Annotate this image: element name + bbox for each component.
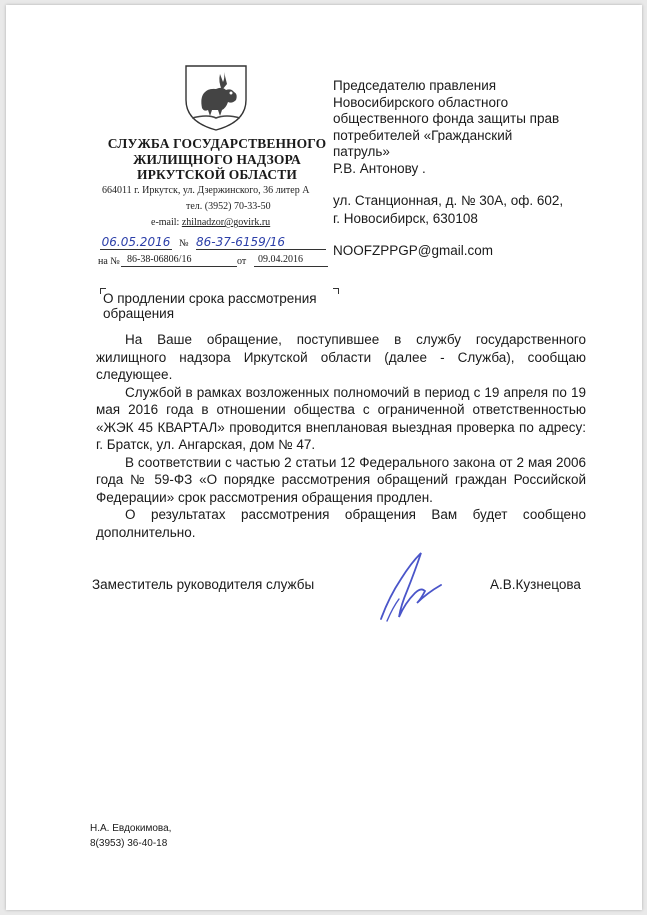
sender-address: 664011 г. Иркутск, ул. Дзержинского, 36 литер А [102, 185, 310, 196]
executor-name: Н.А. Евдокимова, [90, 823, 172, 834]
recipient-line: Р.В. Антонову . [333, 160, 426, 176]
body-paragraph: Службой в рамках возложенных полномочий в период с 19 апреля по 19 мая 2016 года в отношении общества с ограниченной ответственностью «ЖЭК 45 КВАРТАЛ» проводится внеплановая выездная проверка по адресу: г. Братск, ул. Ангарская, дом № 47. [96, 384, 586, 452]
org-name-line: ЖИЛИЩНОГО НАДЗОРА [133, 151, 301, 167]
sender-email[interactable]: zhilnadzor@govirk.ru [181, 217, 271, 228]
outgoing-date: 06.05.2016 [101, 235, 171, 249]
body-paragraph: В соответствии с частью 2 статьи 12 Федерального закона от 2 мая 2006 года № 59-ФЗ «О порядке рассмотрения обращений граждан Российской Федерации» срок рассмотрения обращения продлен. [96, 454, 586, 505]
letter-subject [103, 291, 348, 321]
subject-bracket-right [333, 288, 339, 294]
handwritten-signature [371, 547, 451, 625]
executor-info [90, 821, 171, 851]
recipient-line: Новосибирского областного [333, 94, 509, 110]
signer-position: Заместитель руководителя службы [92, 577, 315, 592]
recipient-line: патруль» [333, 144, 390, 159]
recipient-line: общественного фонда защиты прав [333, 111, 560, 126]
recipient-block [333, 78, 633, 177]
recipient-line: потребителей «Гражданский [333, 127, 513, 143]
subject-line: О продлении срока рассмотрения [103, 291, 317, 306]
in-reply-date: 09.04.2016 [254, 254, 328, 267]
recipient-email[interactable]: NOOFZPPGP@gmail.com [333, 243, 493, 258]
outgoing-number: 86-37-6159/16 [196, 235, 326, 250]
body-paragraph: О результатах рассмотрения обращения Вам будет сообщено дополнительно. [96, 507, 586, 540]
recipient-line: Председателю правления [333, 78, 497, 93]
in-reply-number: 86-38-06806/16 [121, 254, 237, 267]
org-name-line: ИРКУТСКОЙ ОБЛАСТИ [137, 167, 297, 182]
number-label: № [179, 238, 189, 249]
sender-phone: тел. (3952) 70-33-50 [186, 201, 271, 212]
from-label: от [237, 256, 247, 267]
recipient-address-line: ул. Станционная, д. № 30А, оф. 602, [333, 193, 564, 208]
recipient-address-line: г. Новосибирск, 630108 [333, 211, 478, 226]
sender-email-line [151, 217, 270, 228]
in-reply-label: на № [98, 256, 120, 267]
irkutsk-coat-of-arms-icon [178, 60, 254, 132]
subject-line: обращения [103, 306, 175, 321]
recipient-address [333, 192, 633, 228]
letter-body [96, 331, 586, 541]
sender-email-label: e-mail: [151, 217, 180, 228]
body-paragraph: На Ваше обращение, поступившее в службу государственного жилищного надзора Иркутской области (далее - Служба), сообщаю следующее. [96, 332, 586, 382]
executor-phone: 8(3953) 36-40-18 [90, 838, 168, 849]
org-name-line: СЛУЖБА ГОСУДАРСТВЕННОГО [107, 136, 327, 151]
subject-bracket-left [100, 288, 106, 294]
signer-name: А.В.Кузнецова [490, 577, 581, 592]
sender-org-name [101, 136, 333, 183]
letter-page [6, 5, 642, 910]
